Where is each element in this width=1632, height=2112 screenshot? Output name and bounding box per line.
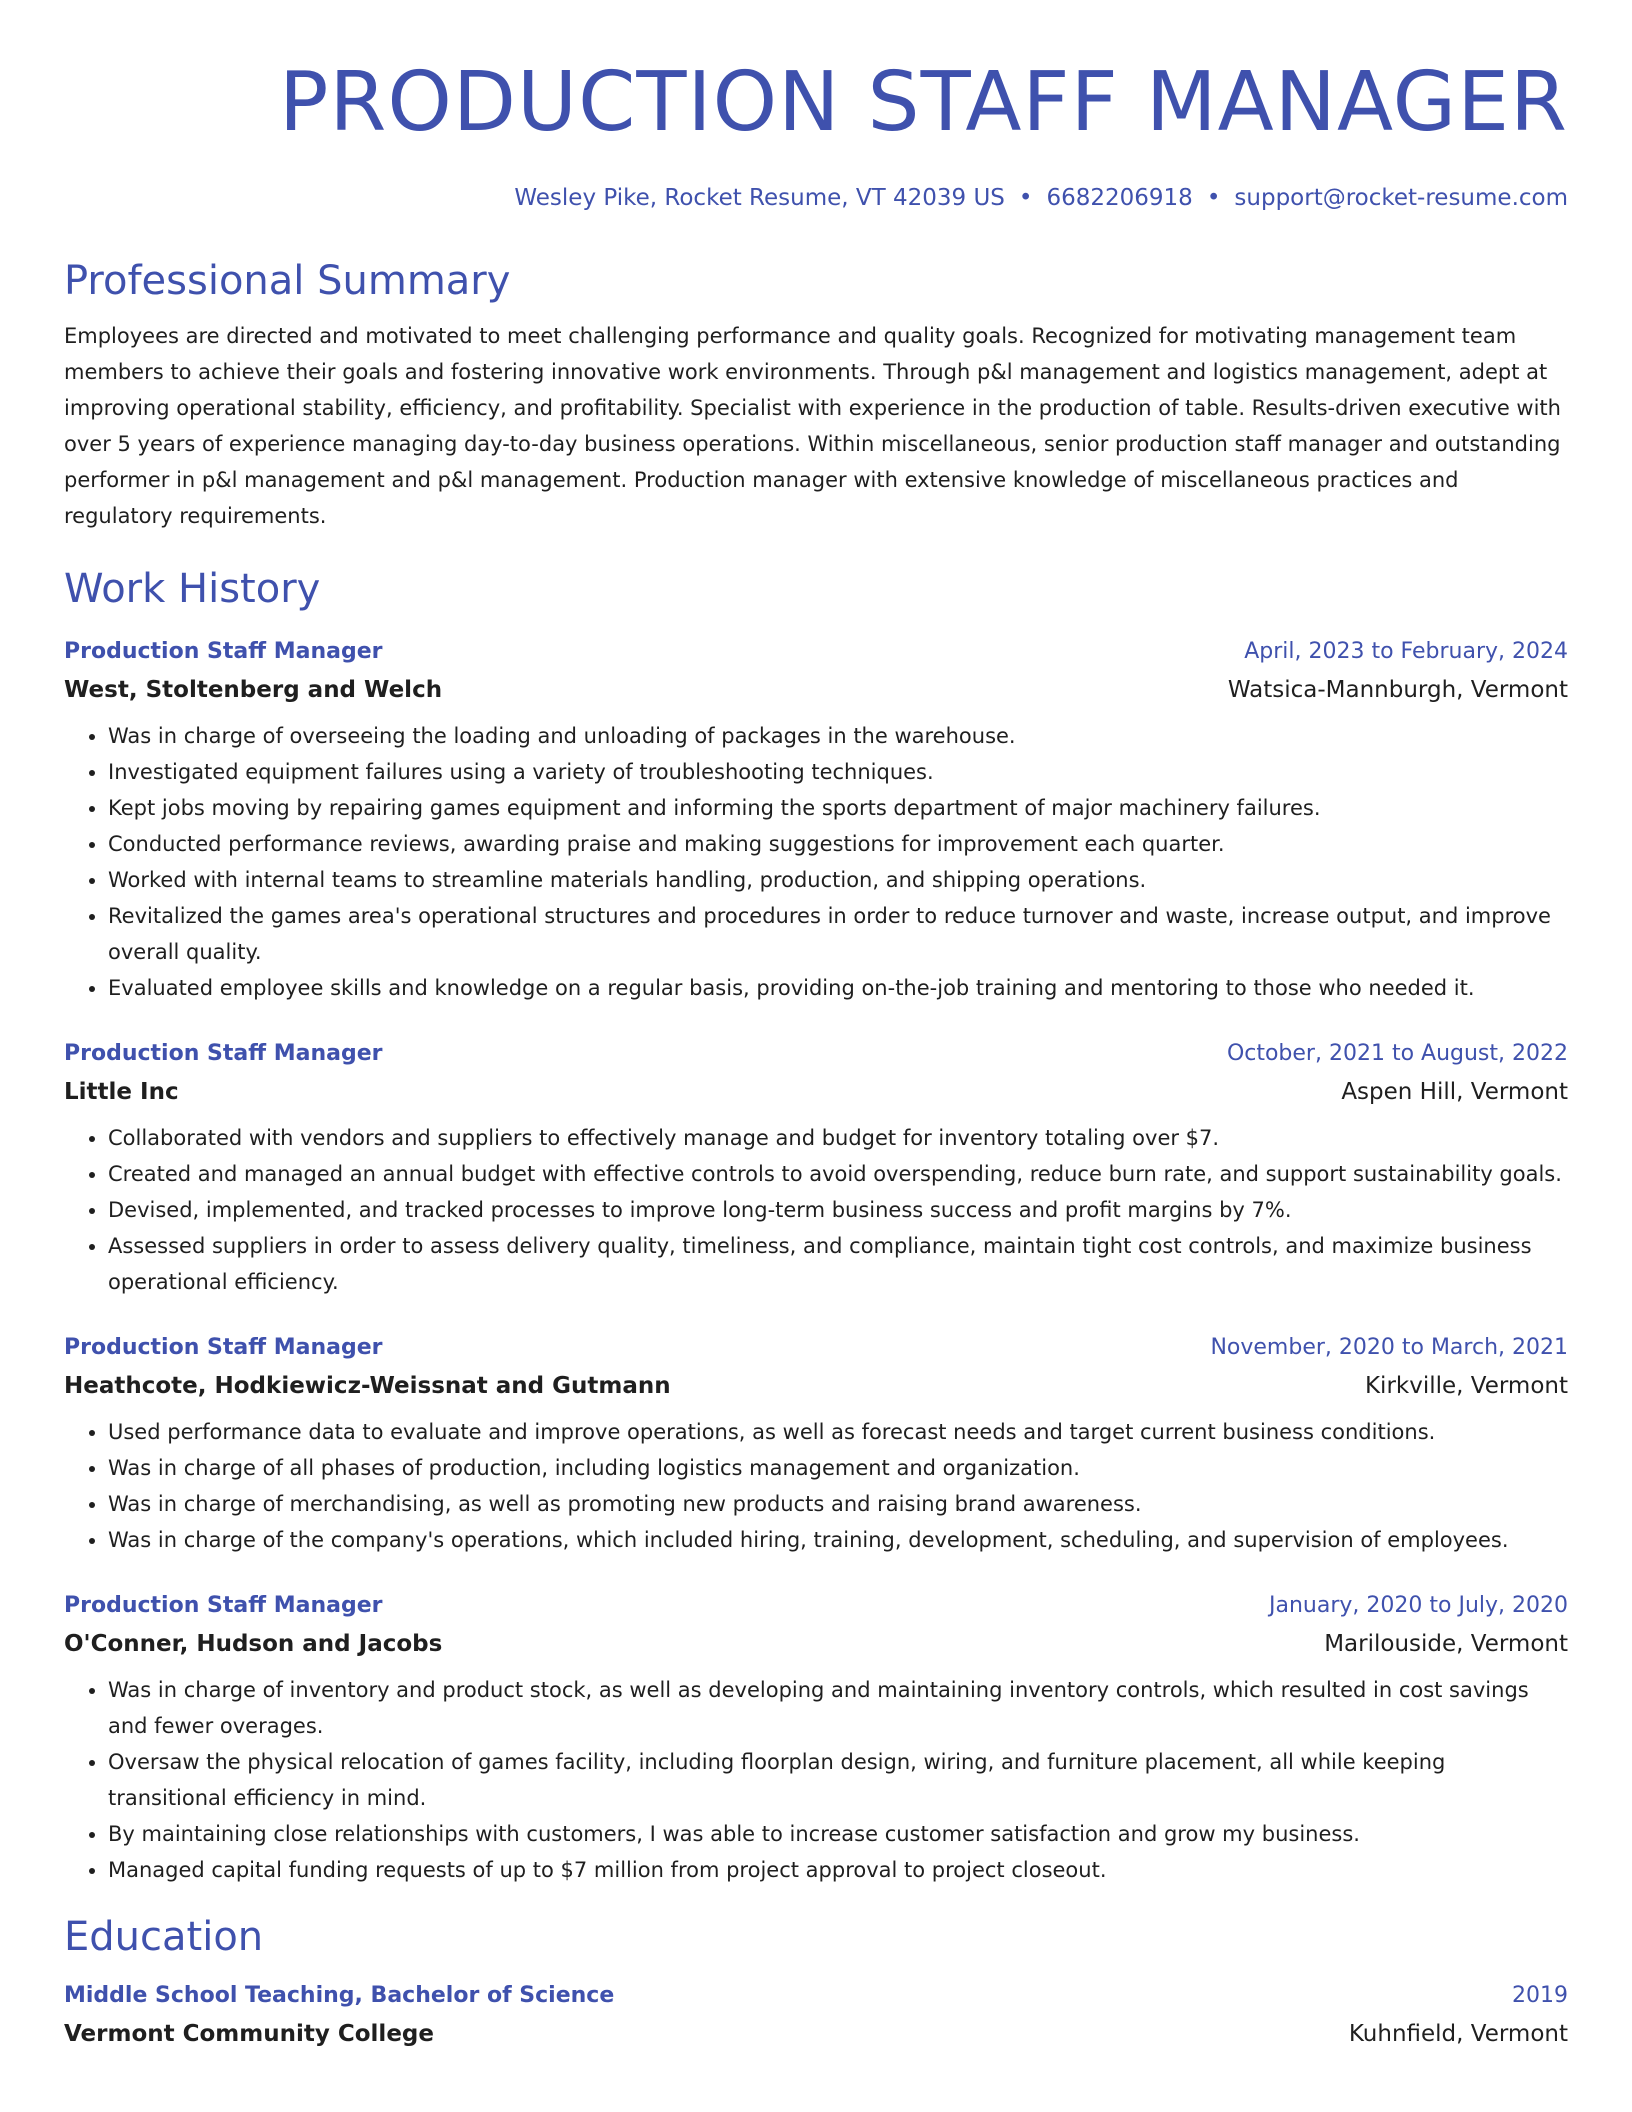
job-subheader (64, 1072, 1568, 1112)
job-bullet: • Was in charge of all phases of production, including logistics management and organization. (108, 1450, 1568, 1486)
job-title: Production Staff Manager (64, 1041, 383, 1066)
job-bullet: • By maintaining close relationships with customers, I was able to increase customer satisfaction and grow my business. (108, 1816, 1568, 1852)
job-dates: October, 2021 to August, 2022 (1226, 1041, 1568, 1066)
job-bullet: • Assessed suppliers in order to assess delivery quality, timeliness, and compliance, maintain tight cost controls, and maximize business operational efficiency. (108, 1228, 1568, 1300)
job-subheader (64, 670, 1568, 710)
resume-title: PRODUCTION STAFF MANAGER (278, 55, 1568, 150)
job-dates: April, 2023 to February, 2024 (1244, 639, 1568, 664)
job-bullet: • Conducted performance reviews, awarding praise and making suggestions for improvement each quarter. (108, 826, 1568, 862)
contact-address: Wesley Pike, Rocket Resume, VT 42039 US (514, 185, 1005, 211)
job-header (64, 1588, 1568, 1624)
education-school: Vermont Community College (64, 2021, 434, 2047)
education-degree: Middle School Teaching, Bachelor of Science (64, 1983, 615, 2008)
job-location: Kirkville, Vermont (1364, 1373, 1568, 1399)
job-bullets (64, 718, 1568, 1006)
education-location: Kuhnfield, Vermont (1348, 2021, 1568, 2047)
job-subheader (64, 1366, 1568, 1406)
job-header (64, 1330, 1568, 1366)
job-dates: January, 2020 to July, 2020 (1269, 1593, 1568, 1618)
job-location: Aspen Hill, Vermont (1341, 1079, 1568, 1105)
job-entry (64, 634, 1568, 1006)
job-bullet: • Revitalized the games area's operational structures and procedures in order to reduce turnover and waste, increase output, and improve overall quality. (108, 898, 1568, 970)
job-bullets (64, 1120, 1568, 1300)
work-history-heading: Work History (64, 566, 321, 612)
job-title: Production Staff Manager (64, 639, 383, 664)
summary-text: Employees are directed and motivated to meet challenging performance and quality goals. Recognized for motivating management team members to achieve their goals and fostering innovative work environments. Through p&l management and logistics management, adept at improving operational stability, efficiency, and profitability. Specialist with experience in the production of table. Results-driven executive with over 5 years of experience managing day-to-day business operations. Within miscellaneous, senior production staff manager and outstanding performer in p&l management and p&l management. Production manager with extensive knowledge of miscellaneous practices and regulatory requirements. (64, 324, 1561, 528)
job-location: Watsica-Mannburgh, Vermont (1227, 677, 1568, 703)
job-dates: November, 2020 to March, 2021 (1210, 1335, 1568, 1360)
job-bullet: • Worked with internal teams to streamline materials handling, production, and shipping operations. (108, 862, 1568, 898)
contact-email: support@rocket-resume.com (1234, 185, 1568, 211)
education-list (64, 1978, 1568, 2054)
contact-separator: • (1018, 185, 1033, 211)
job-entry (64, 1036, 1568, 1300)
education-entry (64, 1978, 1568, 2054)
job-bullet: • Kept jobs moving by repairing games equipment and informing the sports department of major machinery failures. (108, 790, 1568, 826)
job-bullet: • Oversaw the physical relocation of games facility, including floorplan design, wiring, and furniture placement, all while keeping transitional efficiency in mind. (108, 1744, 1568, 1816)
job-bullet: • Created and managed an annual budget with effective controls to avoid overspending, reduce burn rate, and support sustainability goals. (108, 1156, 1568, 1192)
job-title: Production Staff Manager (64, 1593, 383, 1618)
job-header (64, 634, 1568, 670)
contact-phone: 6682206918 (1046, 185, 1193, 211)
job-bullet: • Was in charge of inventory and product stock, as well as developing and maintaining inventory controls, which resulted in cost savings and fewer overages. (108, 1672, 1568, 1744)
job-bullet: • Devised, implemented, and tracked processes to improve long-term business success and profit margins by 7%. (108, 1192, 1568, 1228)
summary-heading: Professional Summary (64, 258, 511, 304)
education-year: 2019 (1512, 1983, 1568, 2008)
job-bullet: • Was in charge of the company's operations, which included hiring, training, development, scheduling, and supervision of employees. (108, 1522, 1568, 1558)
job-bullet: • Evaluated employee skills and knowledge on a regular basis, providing on-the-job training and mentoring to those who needed it. (108, 970, 1568, 1006)
job-bullet: • Collaborated with vendors and suppliers to effectively manage and budget for inventory totaling over $7. (108, 1120, 1568, 1156)
job-bullet: • Managed capital funding requests of up to $7 million from project approval to project closeout. (108, 1852, 1568, 1888)
job-entry (64, 1588, 1568, 1888)
job-subheader (64, 1624, 1568, 1664)
education-subheader (64, 2014, 1568, 2054)
work-history-list (64, 634, 1568, 1888)
job-bullet: • Used performance data to evaluate and improve operations, as well as forecast needs and target current business conditions. (108, 1414, 1568, 1450)
job-bullet: • Was in charge of merchandising, as well as promoting new products and raising brand awareness. (108, 1486, 1568, 1522)
job-company: West, Stoltenberg and Welch (64, 677, 443, 703)
job-company: Little Inc (64, 1079, 179, 1105)
contact-line (64, 182, 1568, 214)
education-heading: Education (64, 1914, 264, 1960)
education-header (64, 1978, 1568, 2014)
job-company: O'Conner, Hudson and Jacobs (64, 1631, 443, 1657)
contact-separator: • (1206, 185, 1221, 211)
job-entry (64, 1330, 1568, 1558)
job-bullets (64, 1672, 1568, 1888)
job-bullets (64, 1414, 1568, 1558)
job-header (64, 1036, 1568, 1072)
job-title: Production Staff Manager (64, 1335, 383, 1360)
job-bullet: • Was in charge of overseeing the loading and unloading of packages in the warehouse. (108, 718, 1568, 754)
job-bullet: • Investigated equipment failures using a variety of troubleshooting techniques. (108, 754, 1568, 790)
job-location: Marilouside, Vermont (1324, 1631, 1568, 1657)
job-company: Heathcote, Hodkiewicz-Weissnat and Gutmann (64, 1373, 671, 1399)
